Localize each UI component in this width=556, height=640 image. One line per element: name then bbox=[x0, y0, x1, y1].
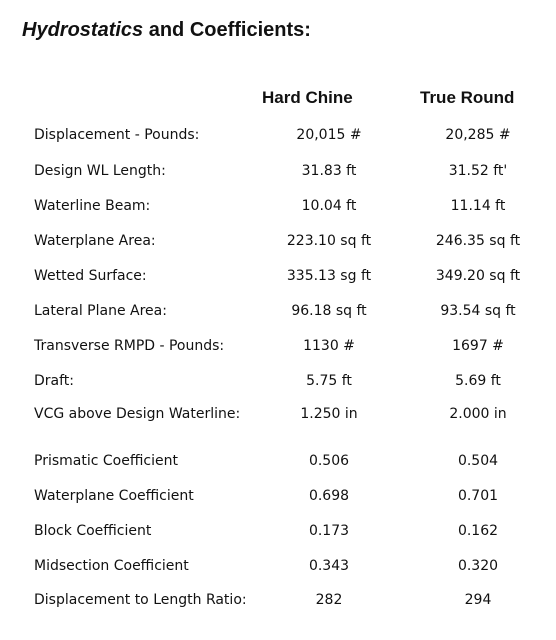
table-row bbox=[0, 403, 556, 425]
true-round-value: 5.69 ft bbox=[455, 373, 501, 389]
table-row bbox=[0, 124, 556, 146]
true-round-value: 0.701 bbox=[457, 488, 499, 504]
row-label: Wetted Surface: bbox=[34, 268, 147, 284]
row-label: Draft: bbox=[34, 373, 75, 389]
hard-chine-value: 1130 # bbox=[303, 338, 355, 354]
hard-chine-value: 31.83 ft bbox=[301, 163, 357, 179]
row-label: Displacement to Length Ratio: bbox=[34, 592, 247, 608]
row-label: Waterplane Area: bbox=[34, 233, 156, 249]
table-row bbox=[0, 265, 556, 287]
hard-chine-value: 0.506 bbox=[308, 453, 350, 469]
true-round-value: 0.320 bbox=[457, 558, 499, 574]
hard-chine-value: 0.343 bbox=[308, 558, 350, 574]
table-row bbox=[0, 555, 556, 577]
row-label: Midsection Coefficient bbox=[34, 558, 189, 574]
hard-chine-value: 223.10 sq ft bbox=[286, 233, 372, 249]
hard-chine-value: 282 bbox=[315, 592, 343, 608]
hard-chine-value: 0.698 bbox=[308, 488, 350, 504]
table-row bbox=[0, 160, 556, 182]
true-round-value: 2.000 in bbox=[449, 406, 507, 422]
table-row bbox=[0, 520, 556, 542]
row-label: Prismatic Coefficient bbox=[34, 453, 178, 469]
row-label: Design WL Length: bbox=[34, 163, 166, 179]
title-rest: and Coefficients: bbox=[143, 19, 311, 41]
true-round-value: 349.20 sq ft bbox=[435, 268, 521, 284]
table-row bbox=[0, 335, 556, 357]
row-label: Waterplane Coefficient bbox=[34, 488, 194, 504]
hard-chine-value: 335.13 sg ft bbox=[286, 268, 372, 284]
true-round-value: 0.504 bbox=[457, 453, 499, 469]
row-label: VCG above Design Waterline: bbox=[34, 406, 241, 422]
hard-chine-value: 5.75 ft bbox=[306, 373, 352, 389]
true-round-value: 294 bbox=[464, 592, 492, 608]
table-row bbox=[0, 230, 556, 252]
table-row bbox=[0, 300, 556, 322]
true-round-value: 93.54 sq ft bbox=[440, 303, 516, 319]
table-row bbox=[0, 370, 556, 392]
hard-chine-value: 0.173 bbox=[308, 523, 350, 539]
row-label: Waterline Beam: bbox=[34, 198, 151, 214]
column-header-true-round: True Round bbox=[420, 88, 515, 107]
hard-chine-value: 1.250 in bbox=[300, 406, 358, 422]
true-round-value: 11.14 ft bbox=[450, 198, 506, 214]
table-row bbox=[0, 195, 556, 217]
row-label: Block Coefficient bbox=[34, 523, 152, 539]
row-label: Lateral Plane Area: bbox=[34, 303, 167, 319]
true-round-value: 246.35 sq ft bbox=[435, 233, 521, 249]
title-italic: Hydrostatics bbox=[22, 19, 144, 41]
column-header-hard-chine: Hard Chine bbox=[262, 88, 353, 107]
row-label: Transverse RMPD - Pounds: bbox=[34, 338, 225, 354]
hard-chine-value: 96.18 sq ft bbox=[291, 303, 367, 319]
table-row bbox=[0, 589, 556, 611]
true-round-value: 20,285 # bbox=[445, 127, 511, 143]
true-round-value: 0.162 bbox=[457, 523, 499, 539]
row-label: Displacement - Pounds: bbox=[34, 127, 200, 143]
hard-chine-value: 10.04 ft bbox=[301, 198, 357, 214]
table-row bbox=[0, 485, 556, 507]
hard-chine-value: 20,015 # bbox=[296, 127, 362, 143]
table-row bbox=[0, 450, 556, 472]
true-round-value: 1697 # bbox=[452, 338, 504, 354]
page-title bbox=[22, 19, 311, 42]
true-round-value: 31.52 ft' bbox=[448, 163, 508, 179]
